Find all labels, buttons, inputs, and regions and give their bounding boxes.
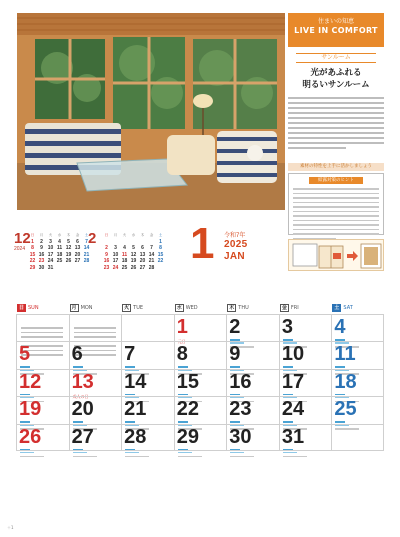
rokuyo-mark [335,366,345,368]
day-number: 11 [334,343,356,366]
rokuyo-mark [178,449,188,451]
mini-day: 11 [121,251,128,258]
mini-weekday-label: 火 [122,233,127,237]
rokuyo-mark [125,366,135,368]
day-cell [16,369,69,396]
day-number: 24 [281,398,305,421]
mini-day: 6 [141,245,144,251]
mini-day: 1 [159,238,162,245]
mini-day: 13 [139,251,146,258]
mini-day [55,265,64,272]
mini-day: 31 [47,264,54,271]
mini-day: 14 [148,251,155,258]
day-number: 13 [71,370,94,393]
weekday-english: WED [185,305,198,311]
mini-day: 9 [105,251,108,258]
rokuyo-mark [20,394,30,396]
era-year: 令和7年 [224,233,246,239]
mini-day: 8 [159,245,162,251]
weekday-kanji: 日 [18,305,24,311]
day-number: 30 [229,425,252,448]
day-cell [279,396,332,423]
prev-month-year: 2024 [14,246,26,252]
article-headline [288,67,384,91]
mini-day: 16 [103,258,110,264]
mini-day: 7 [85,238,88,245]
mini-weekday-label: 金 [149,233,154,237]
day-cell [121,341,174,368]
current-year: 2025 [224,239,248,250]
rokuyo-mark [283,366,293,368]
day-number: 20 [71,398,94,421]
lunar-mark [178,452,192,454]
day-number: 1 [176,316,188,338]
rokuyo-mark [283,339,293,341]
lunar-mark [125,452,139,454]
day-cell [16,424,69,451]
day-cell [174,341,227,368]
day-cell [279,314,332,341]
page-footnote: ＋1 [7,525,14,530]
mini-day: 15 [157,251,164,258]
day-cell [331,314,384,341]
mini-day: 28 [83,258,90,264]
weekday-english: FRI [290,305,299,311]
mini-day: 25 [56,258,63,264]
rokuyo-mark [178,366,188,368]
rokuyo-mark [230,421,240,423]
day-cell [69,369,122,399]
mini-day: 24 [112,264,119,271]
weekday-header-thu [227,303,280,313]
day-number: 31 [281,425,305,448]
mini-day: 21 [83,251,90,258]
mini-day: 2 [105,245,108,251]
day-number: 18 [334,370,357,393]
mini-day: 30 [38,264,45,271]
day-cell [174,424,227,451]
day-number: 4 [334,316,346,338]
day-cell [331,396,384,423]
day-number: 21 [124,398,147,421]
memo-cell [69,314,122,341]
headline-line-2: 明るいサンルーム [302,80,370,90]
weekday-header-sun [17,303,70,313]
mini-day: 23 [103,264,110,271]
day-number: 7 [124,343,136,366]
rokuyo-mark [230,394,240,396]
mini-day [156,265,165,272]
mini-day: 6 [76,238,79,245]
day-note-text [230,456,254,458]
mini-day: 27 [139,264,146,271]
mini-day: 18 [121,258,128,264]
day-cell [121,369,174,396]
next-month-number: 2 [88,230,97,247]
prev-month-grid [28,232,91,271]
day-cell [331,369,384,396]
article-body-text [288,97,384,157]
mini-day: 25 [121,264,128,271]
mini-day: 26 [130,264,137,271]
rokuyo-mark [73,366,83,368]
day-cell [331,341,384,368]
series-subtitle: 住まいの知恵 [317,18,354,25]
weekday-english: SAT [343,305,353,311]
theme-label: サンルーム [296,53,376,63]
day-cell [69,424,122,451]
mini-weekday-label: 水 [131,233,136,237]
day-note-text [178,456,202,458]
mini-day: 4 [58,238,61,245]
mini-day: 13 [74,245,81,251]
day-cell [226,424,279,451]
rokuyo-mark [20,366,30,368]
mini-day: 8 [31,245,34,251]
mini-weekday-label: 日 [104,233,109,237]
tip-box [288,173,384,235]
memo-cell [331,424,384,451]
holiday-name: 成人の日 [72,393,89,399]
day-cell [226,396,279,423]
day-cell [226,314,279,341]
tip-box-text [293,188,379,242]
mini-day: 18 [56,251,63,258]
mini-day: 3 [114,245,117,251]
mini-day: 19 [130,258,137,264]
day-number: 22 [176,398,199,421]
rokuyo-mark [125,394,135,396]
mini-weekday-label: 火 [48,233,53,237]
day-cell [69,393,122,423]
day-number: 5 [19,343,31,366]
mini-day: 17 [47,251,54,258]
prev-month-number: 12 [14,230,31,247]
day-number: 10 [281,343,305,366]
mini-day: 1 [31,238,34,245]
memo-cell [121,314,174,341]
weekday-kanji: 水 [176,305,182,311]
day-cell [279,424,332,451]
memo-cell [16,314,69,341]
mini-day: 3 [49,238,52,245]
weekday-header-mon [70,303,123,313]
day-number: 26 [19,425,42,448]
mini-day: 23 [38,258,45,264]
mini-day: 5 [132,245,135,251]
weekday-header-sat [332,303,385,313]
day-cell [69,341,122,368]
sunroom-photo [17,13,285,210]
mini-day: 17 [112,258,119,264]
day-number: 14 [124,370,147,393]
day-number: 19 [19,398,42,421]
day-number: 3 [281,316,293,338]
day-number: 28 [124,425,147,448]
lunar-mark [230,452,244,454]
mini-weekday-label: 水 [57,233,62,237]
day-cell [16,396,69,423]
mini-day: 20 [74,251,81,258]
mini-day: 10 [47,245,54,251]
mini-day: 15 [29,251,36,258]
holiday-name: 元日 [177,339,186,344]
mini-weekday-label: 日 [30,233,35,237]
mini-day: 14 [83,245,90,251]
weekday-header-fri [280,303,333,313]
mini-day: 4 [123,245,126,251]
rokuyo-mark [125,449,135,451]
rokuyo-mark [230,339,240,341]
day-note-text [125,456,149,458]
mini-day: 10 [112,251,119,258]
day-number: 16 [229,370,252,393]
mini-day: 9 [40,245,43,251]
current-month-label [190,219,280,284]
current-month-english: JAN [224,251,245,262]
lunar-mark [20,452,34,454]
weekday-kanji: 火 [124,305,130,311]
mini-day: 11 [56,245,63,251]
day-number: 17 [281,370,305,393]
rokuyo-mark [335,339,345,341]
rokuyo-mark [20,421,30,423]
day-number: 12 [19,370,42,393]
weekday-english: MON [80,305,93,311]
rokuyo-mark [178,394,188,396]
weekday-kanji: 月 [71,305,77,311]
day-cell [174,314,227,344]
day-cell [121,396,174,423]
mini-day: 22 [29,258,36,264]
mini-day [64,265,73,272]
mini-weekday-label: 月 [39,233,44,237]
article-column [288,13,384,303]
day-number: 27 [71,425,94,448]
day-note-text [73,456,97,458]
day-number: 9 [229,343,241,366]
day-number: 23 [229,398,252,421]
mini-day: 2 [40,238,43,245]
mini-day: 26 [65,258,72,264]
rokuyo-mark [125,421,135,423]
mini-day: 29 [29,264,36,271]
window-diagram [288,239,384,271]
mini-day: 16 [38,251,45,258]
day-number: 25 [334,398,357,421]
mini-day: 22 [157,258,164,264]
rokuyo-mark [230,449,240,451]
day-number: 15 [176,370,199,393]
headline-line-1: 光があふれる [310,68,362,78]
mini-day: 24 [47,258,54,264]
lunar-mark [73,452,87,454]
mini-weekday-label: 木 [66,233,71,237]
day-cell [279,369,332,396]
weekday-kanji: 土 [334,305,340,311]
mini-day [82,265,91,272]
mini-day: 12 [65,245,72,251]
day-cell [16,341,69,368]
weekday-header-tue [122,303,175,313]
series-header [288,13,384,47]
mini-weekday-label: 木 [140,233,145,237]
rokuyo-mark [283,394,293,396]
rokuyo-mark [178,421,188,423]
weekday-kanji: 金 [281,305,287,311]
mini-weekday-label: 土 [84,233,89,237]
day-cell [279,341,332,368]
mini-day: 5 [67,238,70,245]
lunar-mark [283,452,297,454]
mini-weekday-label: 月 [113,233,118,237]
mini-day [73,265,82,272]
weekday-english: TUE [133,305,144,311]
day-note-text [20,456,44,458]
current-month-number: 1 [190,219,215,268]
mini-day: 20 [139,258,146,264]
day-note-text [283,456,307,458]
rokuyo-mark [283,421,293,423]
mini-day: 28 [148,264,155,271]
series-title: LIVE IN COMFORT [294,26,378,35]
rokuyo-mark [335,421,345,423]
weekday-english: THU [238,305,249,311]
day-number: 6 [71,343,83,366]
day-cell [226,369,279,396]
rokuyo-mark [230,366,240,368]
mini-day: 27 [74,258,81,264]
mini-day: 12 [130,251,137,258]
mini-weekday-label: 土 [158,233,163,237]
mini-day: 19 [65,251,72,258]
day-number: 2 [229,316,241,338]
day-cell [174,369,227,396]
weekday-english: SUN [28,305,39,311]
rokuyo-mark [73,421,83,423]
day-number: 8 [176,343,188,366]
mini-weekday-label: 金 [75,233,80,237]
day-cell [121,424,174,451]
rokuyo-mark [73,449,83,451]
mini-day: 21 [148,258,155,264]
mini-day: 7 [150,245,153,251]
rokuyo-mark [335,394,345,396]
weekday-header-wed [175,303,228,313]
rokuyo-mark [20,449,30,451]
month-grid [16,303,384,451]
rokuyo-mark [283,449,293,451]
day-number: 29 [176,425,199,448]
tip-box-title: 結露対策のヒント [309,177,363,184]
weekday-kanji: 木 [229,305,235,311]
next-month-grid [102,232,165,271]
day-cell [174,396,227,423]
day-cell [226,341,279,368]
article-subhead: 素材の特性を上手に活かしましょう [288,163,384,171]
